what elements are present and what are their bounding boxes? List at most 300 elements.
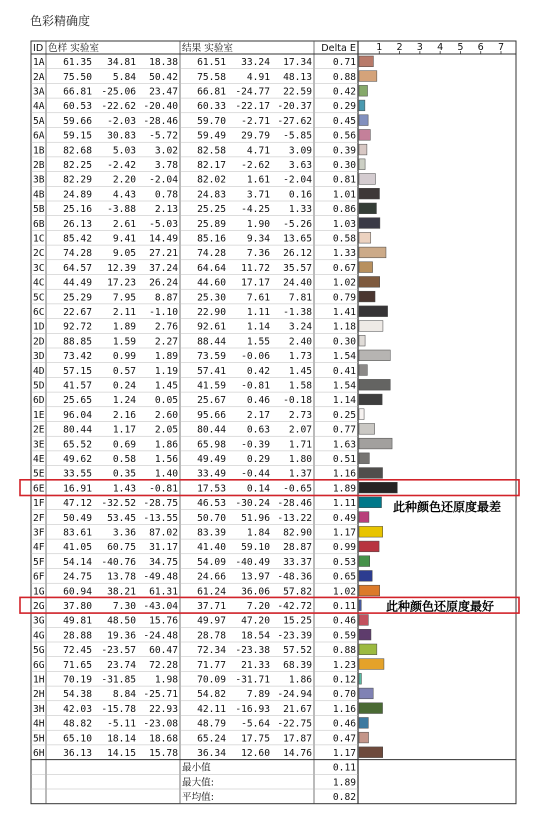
result-value: -31.71: [235, 674, 270, 686]
result-value: 57.52: [283, 645, 312, 657]
result-value: 7.89: [246, 689, 270, 701]
result-value: 7.36: [246, 248, 270, 260]
sample-value: 61.31: [149, 586, 178, 598]
sample-value: 49.81: [63, 615, 92, 627]
row-id: 6C: [33, 307, 45, 318]
delta-value: 1.63: [332, 439, 356, 451]
result-value: 3.09: [288, 145, 312, 157]
sample-value: 25.16: [63, 204, 92, 216]
result-value: -42.72: [277, 601, 312, 612]
delta-bar: [359, 130, 370, 141]
result-value: 66.81: [197, 86, 226, 98]
result-value: 0.29: [246, 454, 270, 465]
result-value: 47.20: [241, 615, 270, 627]
delta-bar: [359, 747, 383, 758]
result-value: 57.41: [197, 365, 226, 377]
result-value: 22.90: [197, 307, 226, 318]
sample-value: 72.28: [149, 659, 178, 671]
sample-value: 2.16: [112, 409, 136, 421]
delta-value: 0.86: [332, 204, 356, 216]
result-value: 71.77: [197, 659, 226, 671]
delta-bar: [359, 556, 370, 567]
result-value: 7.61: [246, 292, 270, 304]
result-value: 1.14: [246, 321, 270, 333]
result-value: 2.73: [288, 409, 312, 421]
sample-value: 44.49: [63, 277, 92, 289]
delta-value: 0.65: [332, 571, 356, 583]
row-id: 3D: [33, 351, 45, 363]
summary-value: 0.11: [332, 762, 356, 774]
delta-value: 1.14: [332, 395, 356, 407]
sample-value: 87.02: [149, 527, 178, 539]
result-value: 4.91: [246, 71, 270, 83]
row-id: 2G: [33, 601, 45, 612]
result-value: 2.40: [288, 336, 312, 348]
delta-value: 1.89: [332, 483, 356, 495]
delta-bar: [359, 100, 365, 111]
sample-value: 74.28: [63, 248, 92, 260]
result-value: 0.46: [246, 395, 270, 407]
sample-value: 8.87: [154, 292, 178, 304]
delta-bar: [359, 482, 397, 493]
sample-value: 25.29: [63, 292, 92, 304]
callout-text: 此种颜色还原度最好: [386, 599, 495, 614]
sample-value: 47.12: [63, 498, 92, 510]
sample-value: 53.45: [107, 512, 136, 524]
row-id: 1A: [33, 57, 45, 69]
result-value: 41.59: [197, 380, 226, 392]
result-value: -1.38: [283, 307, 312, 318]
sample-value: 41.57: [63, 380, 92, 392]
result-value: -24.94: [277, 689, 312, 701]
scale-tick-label: 1: [376, 42, 383, 53]
sample-value: -0.81: [149, 483, 178, 495]
row-id: 2E: [33, 424, 45, 436]
sample-value: 3.78: [154, 160, 178, 171]
sample-value: 2.27: [154, 336, 178, 348]
delta-bar: [359, 188, 379, 199]
row-id: 6E: [33, 483, 45, 495]
table-content: [33, 42, 504, 803]
sample-value: -25.06: [101, 86, 136, 98]
result-value: 24.83: [197, 189, 226, 201]
delta-bar: [359, 394, 382, 405]
sample-value: 60.53: [63, 101, 92, 113]
row-id: 4D: [33, 365, 45, 377]
delta-bar: [359, 335, 365, 346]
sample-value: 85.42: [63, 233, 92, 245]
sample-value: 2.61: [112, 218, 136, 230]
sample-value: 22.93: [149, 703, 178, 715]
sample-value: 1.45: [154, 380, 178, 392]
sample-value: 1.98: [154, 674, 178, 686]
delta-value: 1.41: [332, 307, 356, 318]
sample-value: 14.15: [107, 748, 136, 759]
scale-tick-label: 2: [396, 42, 403, 53]
sample-value: 41.05: [63, 542, 92, 554]
result-value: 60.33: [197, 101, 226, 113]
result-value: 88.44: [197, 336, 226, 348]
delta-bar: [359, 409, 364, 420]
row-id: 4A: [33, 101, 45, 113]
delta-value: 0.81: [332, 174, 356, 186]
sample-value: 1.86: [154, 439, 178, 451]
result-value: 4.71: [246, 145, 270, 157]
sample-value: -3.88: [107, 204, 136, 216]
result-value: 48.13: [283, 71, 312, 83]
result-value: 3.24: [288, 321, 312, 333]
row-id: 1H: [33, 674, 45, 686]
result-value: 12.60: [241, 748, 270, 759]
sample-value: -28.75: [143, 498, 178, 510]
delta-value: 1.02: [332, 586, 356, 598]
result-value: 25.30: [197, 292, 226, 304]
sample-value: 30.83: [107, 130, 136, 142]
result-value: -30.24: [235, 498, 270, 510]
row-id: 6B: [33, 218, 45, 230]
result-value: 82.58: [197, 145, 226, 157]
sample-value: -5.03: [149, 218, 178, 230]
sample-value: 23.74: [107, 659, 136, 671]
result-value: 22.59: [283, 86, 312, 98]
result-value: 44.60: [197, 277, 226, 289]
delta-value: 0.12: [332, 674, 356, 686]
result-value: 82.90: [283, 527, 312, 539]
delta-value: 0.56: [332, 130, 356, 142]
scale-tick-label: 5: [457, 42, 464, 53]
delta-bar: [359, 159, 365, 170]
row-id: 1G: [33, 586, 45, 598]
sample-value: 82.29: [63, 174, 92, 186]
result-value: -4.25: [241, 204, 270, 216]
row-id: 3G: [33, 615, 45, 627]
result-value: 65.98: [197, 439, 226, 451]
row-id: 3A: [33, 86, 45, 98]
sample-value: 65.52: [63, 439, 92, 451]
sample-value: 23.47: [149, 86, 178, 98]
result-value: 17.53: [197, 483, 226, 495]
sample-value: 96.04: [63, 409, 92, 421]
result-value: 1.33: [288, 204, 312, 216]
summary-value: 0.82: [332, 792, 356, 804]
result-value: 1.55: [246, 336, 270, 348]
delta-bar: [359, 541, 379, 552]
sample-value: 2.13: [154, 204, 178, 216]
result-value: 61.24: [197, 586, 226, 598]
row-id: 2D: [33, 336, 45, 348]
sample-value: -22.62: [101, 101, 136, 113]
row-id: 2F: [33, 512, 45, 524]
delta-bar: [359, 659, 384, 670]
delta-bar: [359, 585, 380, 596]
sample-value: -40.76: [101, 556, 136, 568]
header-id: ID: [33, 43, 44, 54]
delta-value: 0.58: [332, 233, 356, 245]
delta-value: 0.25: [332, 409, 356, 421]
sample-value: 82.68: [63, 145, 92, 157]
result-value: 24.66: [197, 571, 226, 583]
result-value: -0.65: [283, 483, 312, 495]
result-value: 25.67: [197, 395, 226, 407]
row-id: 3F: [33, 527, 45, 539]
row-id: 6F: [33, 571, 45, 583]
sample-value: 25.65: [63, 395, 92, 407]
sample-value: 83.61: [63, 527, 92, 539]
result-value: 70.09: [197, 674, 226, 686]
delta-bar: [359, 277, 380, 288]
delta-bar: [359, 453, 369, 464]
delta-value: 0.99: [332, 542, 356, 554]
delta-value: 0.67: [332, 262, 356, 274]
result-value: 36.06: [241, 586, 270, 598]
sample-value: 33.55: [63, 468, 92, 480]
sample-value: 34.75: [149, 556, 178, 568]
row-id: 1D: [33, 321, 45, 333]
delta-value: 1.01: [332, 189, 356, 201]
row-id: 5F: [33, 556, 45, 568]
sample-value: 18.68: [149, 733, 178, 745]
delta-bar: [359, 644, 377, 655]
delta-bar: [359, 600, 361, 611]
result-value: 1.11: [246, 307, 270, 318]
result-value: 75.58: [197, 71, 226, 83]
result-value: 17.75: [241, 733, 270, 745]
delta-value: 1.11: [332, 498, 356, 510]
sample-value: -49.48: [143, 571, 178, 583]
result-value: 92.61: [197, 321, 226, 333]
delta-value: 1.33: [332, 248, 356, 260]
sample-value: 0.78: [154, 189, 178, 201]
delta-bar: [359, 56, 373, 67]
sample-value: -24.48: [143, 630, 178, 642]
result-value: 36.34: [197, 748, 226, 759]
delta-value: 0.88: [332, 645, 356, 657]
sample-value: -15.78: [101, 703, 136, 715]
result-value: 3.71: [246, 189, 270, 201]
delta-value: 1.03: [332, 218, 356, 230]
sample-value: 66.81: [63, 86, 92, 98]
delta-bar: [359, 468, 383, 479]
result-value: 59.70: [197, 115, 226, 127]
row-id: 4B: [33, 189, 45, 201]
result-value: -20.37: [277, 101, 312, 113]
sample-value: 27.21: [149, 248, 178, 260]
result-value: 68.39: [283, 659, 312, 671]
sample-value: 1.59: [112, 336, 136, 348]
sample-value: 59.15: [63, 130, 92, 142]
result-value: -24.77: [235, 86, 270, 98]
delta-bar: [359, 718, 368, 729]
delta-value: 1.16: [332, 703, 356, 715]
result-value: -0.81: [241, 380, 270, 392]
summary-label: 最大值:: [182, 777, 215, 789]
delta-bar: [359, 144, 367, 155]
summary-label: 平均值:: [182, 792, 215, 804]
delta-bar: [359, 350, 390, 361]
result-value: 14.76: [283, 748, 312, 759]
delta-bar: [359, 365, 367, 376]
delta-bar: [359, 438, 392, 449]
result-value: 37.71: [197, 601, 226, 612]
result-value: 28.78: [197, 630, 226, 642]
result-value: -48.36: [277, 571, 312, 583]
row-id: 4E: [33, 454, 45, 465]
row-id: 6H: [33, 748, 45, 759]
sample-value: 0.99: [112, 351, 136, 363]
result-value: 95.66: [197, 409, 226, 421]
sample-value: 2.11: [112, 307, 136, 318]
row-id: 3B: [33, 174, 45, 186]
delta-value: 1.17: [332, 748, 356, 759]
result-value: -16.93: [235, 703, 270, 715]
sample-value: 54.38: [63, 689, 92, 701]
delta-value: 1.23: [332, 659, 356, 671]
sample-value: 60.47: [149, 645, 178, 657]
result-value: 18.54: [241, 630, 270, 642]
delta-bar: [359, 174, 375, 185]
sample-value: 57.15: [63, 365, 92, 377]
sample-value: 34.81: [107, 57, 136, 69]
sample-value: 2.20: [112, 174, 136, 186]
sample-value: 1.89: [112, 321, 136, 333]
sample-value: -5.72: [149, 130, 178, 142]
result-value: 49.49: [197, 454, 226, 465]
sample-value: 54.14: [63, 556, 92, 568]
result-value: -22.75: [277, 718, 312, 730]
result-value: 33.37: [283, 556, 312, 568]
sample-value: -31.85: [101, 674, 136, 686]
result-value: 59.49: [197, 130, 226, 142]
sample-value: 37.80: [63, 601, 92, 612]
result-value: -0.06: [241, 351, 270, 363]
sample-value: 7.95: [112, 292, 136, 304]
sample-value: 18.38: [149, 57, 178, 69]
sample-value: 70.19: [63, 674, 92, 686]
sample-value: 5.84: [112, 71, 136, 83]
result-value: 64.64: [197, 262, 226, 274]
header-result: 结果 实验室: [182, 43, 234, 54]
scale-tick-label: 4: [437, 42, 444, 53]
result-value: 46.53: [197, 498, 226, 510]
sample-value: 16.91: [63, 483, 92, 495]
result-value: 57.82: [283, 586, 312, 598]
result-value: -2.62: [241, 160, 270, 171]
sample-value: 38.21: [107, 586, 136, 598]
sample-value: 18.14: [107, 733, 136, 745]
result-value: 21.33: [241, 659, 270, 671]
result-value: 65.24: [197, 733, 226, 745]
sample-value: 2.60: [154, 409, 178, 421]
result-value: 50.70: [197, 512, 226, 524]
delta-bar: [359, 688, 373, 699]
sample-value: 64.57: [63, 262, 92, 274]
result-value: 41.40: [197, 542, 226, 554]
delta-bar: [359, 218, 380, 229]
result-value: 7.81: [288, 292, 312, 304]
sample-value: 48.50: [107, 615, 136, 627]
sample-value: -32.52: [101, 498, 136, 510]
sample-value: 71.65: [63, 659, 92, 671]
sample-value: 12.39: [107, 262, 136, 274]
row-id: 5G: [33, 645, 45, 657]
sample-value: 50.49: [63, 512, 92, 524]
row-id: 4G: [33, 630, 45, 642]
result-value: 59.10: [241, 542, 270, 554]
delta-value: 0.39: [332, 145, 356, 157]
delta-bar: [359, 497, 382, 508]
result-value: -27.62: [277, 115, 312, 127]
delta-value: 1.02: [332, 277, 356, 289]
row-id: 3H: [33, 703, 45, 715]
sample-value: 0.69: [112, 439, 136, 451]
delta-value: 1.54: [332, 380, 356, 392]
sample-value: 0.35: [112, 468, 136, 480]
result-value: 15.25: [283, 615, 312, 627]
sample-value: 42.03: [63, 703, 92, 715]
sample-value: 65.10: [63, 733, 92, 745]
delta-value: 0.42: [332, 86, 356, 98]
sample-value: 17.23: [107, 277, 136, 289]
sample-value: 50.42: [149, 71, 178, 83]
sample-value: 3.02: [154, 145, 178, 157]
result-value: -2.04: [283, 174, 312, 186]
result-value: -2.71: [241, 115, 270, 127]
summary-value: 1.89: [332, 777, 356, 789]
delta-value: 0.29: [332, 101, 356, 113]
delta-value: 1.54: [332, 351, 356, 363]
result-value: 24.40: [283, 277, 312, 289]
callout-text: 此种颜色还原度最差: [393, 500, 502, 514]
delta-value: 0.49: [332, 512, 356, 524]
sample-value: 75.50: [63, 71, 92, 83]
result-value: 0.63: [246, 424, 270, 436]
row-id: 3E: [33, 439, 45, 451]
delta-value: 0.11: [332, 601, 356, 612]
delta-bar: [359, 615, 368, 626]
sample-value: 24.89: [63, 189, 92, 201]
result-value: 3.63: [288, 160, 312, 171]
result-value: -5.85: [283, 130, 312, 142]
delta-bar: [359, 424, 375, 435]
delta-value: 0.77: [332, 424, 356, 436]
sample-value: 24.75: [63, 571, 92, 583]
sample-value: 60.75: [107, 542, 136, 554]
result-value: 9.34: [246, 233, 270, 245]
result-value: -5.64: [241, 718, 270, 730]
scale-tick-label: 7: [497, 42, 505, 53]
delta-value: 1.16: [332, 468, 356, 480]
sample-value: 92.72: [63, 321, 92, 333]
row-id: 6G: [33, 659, 45, 671]
sample-value: 0.57: [112, 365, 136, 377]
sample-value: -43.04: [143, 601, 178, 612]
result-value: 17.34: [283, 57, 312, 69]
delta-bar: [359, 703, 383, 714]
row-id: 5H: [33, 733, 45, 745]
delta-value: 0.41: [332, 365, 356, 377]
delta-bar: [359, 247, 386, 258]
row-id: 4H: [33, 718, 45, 730]
delta-bars: [359, 56, 397, 758]
delta-value: 1.18: [332, 321, 356, 333]
row-id: 5C: [33, 292, 45, 304]
result-value: 48.79: [197, 718, 226, 730]
result-value: 1.73: [288, 351, 312, 363]
result-value: 17.17: [241, 277, 270, 289]
sample-value: -20.40: [143, 101, 178, 113]
sample-value: 1.17: [112, 424, 136, 436]
sample-value: 0.24: [112, 380, 136, 392]
